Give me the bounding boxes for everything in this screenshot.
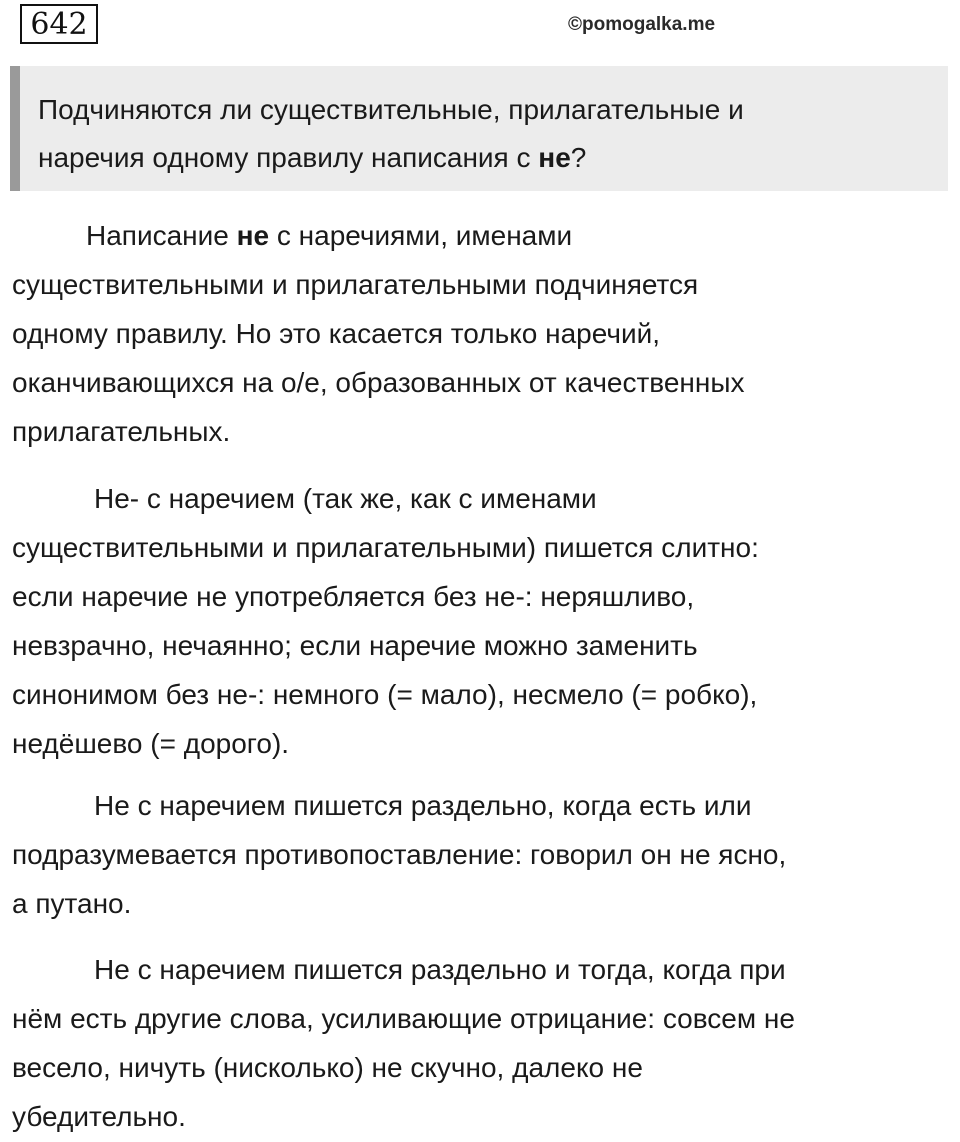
paragraph-line (12, 474, 952, 523)
exercise-number: 642 (20, 4, 98, 44)
paragraph-line: существительными и прилагательными) пишется слитно: (12, 532, 759, 563)
paragraph-line: если наречие не употребляется без не-: неряшливо, (12, 581, 695, 612)
answer-paragraph-3 (12, 781, 952, 928)
paragraph-line: синонимом без не-: немного (= мало), несмело (= робко), (12, 679, 758, 710)
paragraph-line (12, 781, 952, 830)
text-span: Не с наречием пишется раздельно и тогда, когда при (94, 954, 786, 985)
paragraph-line: подразумевается противопоставление: говорил он не ясно, (12, 839, 787, 870)
paragraph-line: весело, ничуть (нисколько) не скучно, далеко не (12, 1052, 643, 1083)
paragraph-line (12, 211, 952, 260)
paragraph-line: недёшево (= дорого). (12, 728, 290, 759)
paragraph-line: одному правилу. Но это касается только наречий, (12, 318, 661, 349)
answer-paragraph-4 (12, 945, 952, 1141)
paragraph-line: прилагательных. (12, 416, 231, 447)
question-mark: ? (570, 142, 587, 173)
text-span: Не- с наречием (так же, как с именами (94, 483, 597, 514)
paragraph-line: а путано. (12, 888, 132, 919)
text-span: с наречиями, именами (269, 220, 573, 251)
answer-paragraph-2 (12, 474, 952, 768)
watermark: ©pomogalka.me (568, 14, 716, 35)
paragraph-line: убедительно. (12, 1101, 186, 1132)
answer-paragraph-1 (12, 211, 952, 456)
paragraph-line (12, 945, 952, 994)
bold-ne: не (236, 220, 270, 251)
question-text: наречия одному правилу написания с (38, 142, 539, 173)
question-line-1: Подчиняются ли существительные, прилагательные и (38, 94, 744, 125)
question-line-2 (38, 134, 932, 182)
question-box (10, 66, 948, 191)
paragraph-line: оканчивающихся на о/е, образованных от качественных (12, 367, 745, 398)
text-span: Не с наречием пишется раздельно, когда есть или (94, 790, 752, 821)
text-span: Написание (86, 220, 237, 251)
paragraph-line: нём есть другие слова, усиливающие отрицание: совсем не (12, 1003, 795, 1034)
paragraph-line: существительными и прилагательными подчиняется (12, 269, 699, 300)
paragraph-line: невзрачно, нечаянно; если наречие можно заменить (12, 630, 698, 661)
question-bold-ne: не (538, 142, 571, 173)
